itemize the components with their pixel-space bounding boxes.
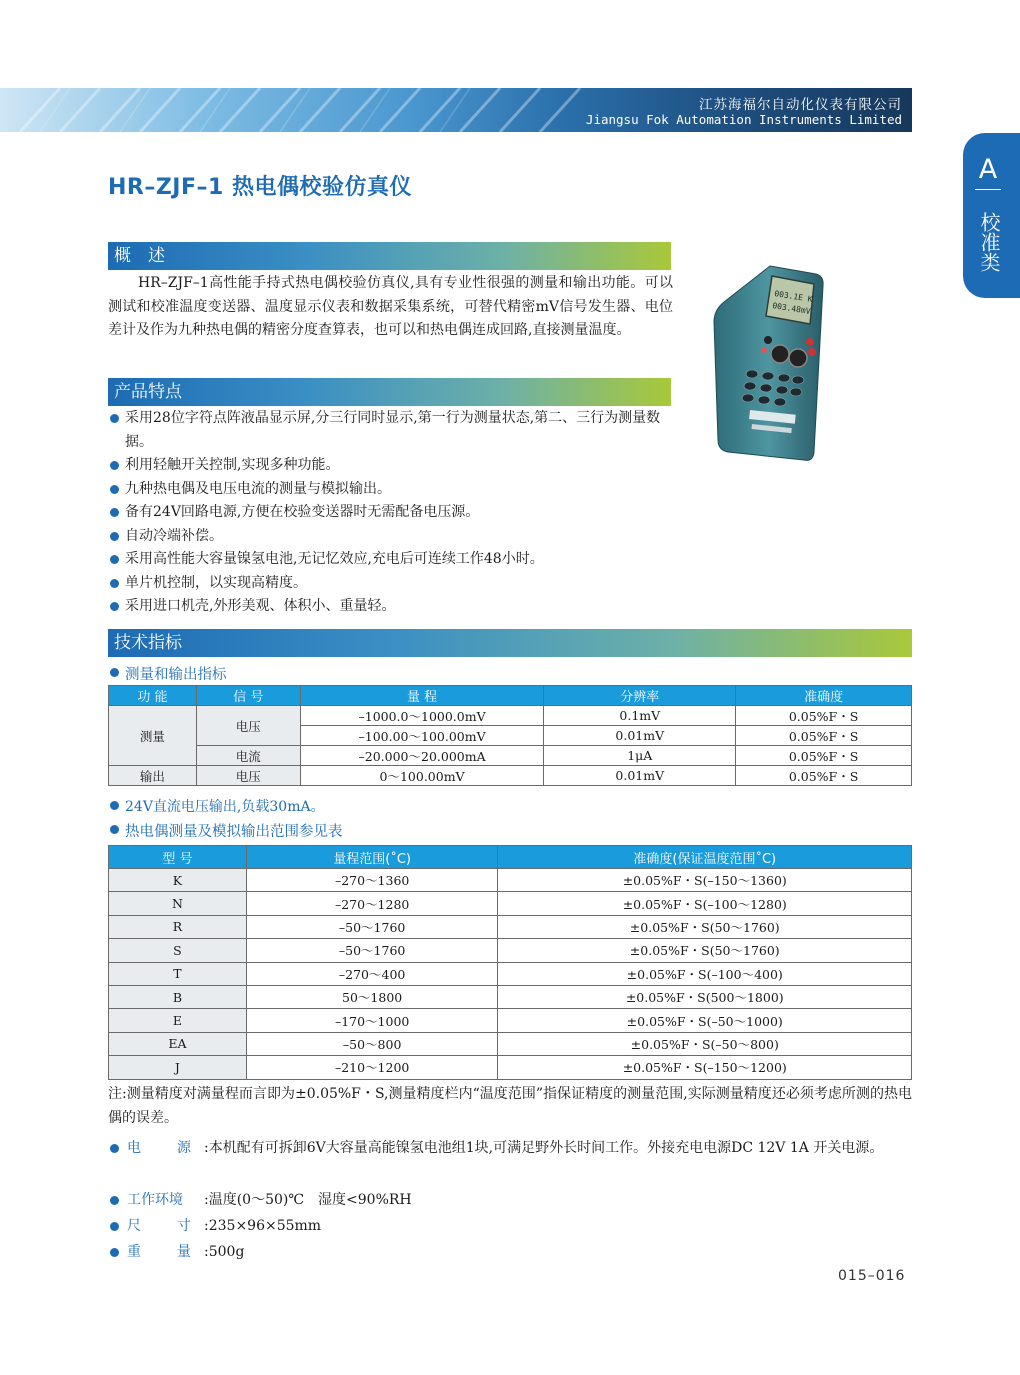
cell-range: –170～1000 — [246, 1009, 498, 1032]
measure-output-table — [108, 685, 912, 786]
cell-range: –270～400 — [246, 962, 498, 985]
spec-environment — [108, 1188, 912, 1213]
spec-label-char: 重 — [127, 1244, 141, 1260]
cell-accuracy: 0.05%F・S — [736, 706, 912, 726]
table-row — [109, 869, 912, 892]
col-header-accuracy: 准确度 — [736, 686, 912, 706]
cell-type: J — [109, 1056, 247, 1079]
cell-group-output: 输出 — [109, 766, 197, 786]
spec-label-char: 源 — [177, 1140, 191, 1156]
spec-weight — [108, 1240, 912, 1265]
cell-range: –100.00～100.00mV — [300, 726, 544, 746]
col-header-resolution: 分辨率 — [544, 686, 736, 706]
device-image — [710, 262, 828, 470]
cell-type: R — [109, 915, 247, 938]
overview-paragraph — [108, 272, 673, 343]
cell-range: 50～1800 — [246, 985, 498, 1008]
section-features-label: 产品特点 — [114, 382, 182, 402]
feature-item: 九种热电偶及电压电流的测量与模拟输出。 — [108, 478, 678, 502]
cell-type: E — [109, 1009, 247, 1032]
cell-range: –1000.0～1000.0mV — [300, 706, 544, 726]
cell-accuracy: ±0.05%F・S(–150～1360) — [498, 869, 912, 892]
table-row — [109, 1056, 912, 1079]
col-header-range: 量程范围(˚C) — [246, 846, 498, 869]
cell-type: EA — [109, 1032, 247, 1055]
table-header-row — [109, 686, 912, 706]
table-row — [109, 939, 912, 962]
cell-accuracy: ±0.05%F・S(–50～1000) — [498, 1009, 912, 1032]
spec-dimensions-label — [108, 1214, 204, 1239]
cell-accuracy: 0.05%F・S — [736, 726, 912, 746]
spec-label-char: 尺 — [127, 1218, 141, 1234]
thermocouple-table — [108, 845, 912, 1080]
section-features-heading — [108, 378, 671, 406]
feature-item: 采用28位字符点阵液晶显示屏,分三行同时显示,第一行为测量状态,第二、三行为测量数据。 — [108, 407, 678, 454]
feature-item: 采用进口机壳,外形美观、体积小、重量轻。 — [108, 595, 678, 619]
category-label: 校准类 — [977, 212, 1001, 272]
table-row — [109, 1009, 912, 1032]
col-header-type: 型 号 — [109, 846, 247, 869]
cell-accuracy: 0.05%F・S — [736, 746, 912, 766]
device-screen-line1: 003.1E K — [773, 289, 814, 305]
spec-dimensions — [108, 1214, 912, 1239]
spec-power-value: :本机配有可拆卸6V大容量高能镍氢电池组1块,可满足野外长时间工作。外接充电电源DC 12V 1A 开关电源。 — [204, 1140, 884, 1156]
header-band — [0, 88, 912, 132]
spec-power-label — [108, 1136, 204, 1161]
spec-weight-text: 500g — [208, 1244, 245, 1260]
cell-range: –210～1200 — [246, 1056, 498, 1079]
cell-resolution: 1μA — [544, 746, 736, 766]
cell-range: –20.000～20.000mA — [300, 746, 544, 766]
cell-type: K — [109, 869, 247, 892]
table-row — [109, 1032, 912, 1055]
cell-group-measure: 测量 — [109, 706, 197, 766]
spec-weight-label — [108, 1240, 204, 1265]
table-row — [109, 962, 912, 985]
section-tech-label: 技术指标 — [114, 633, 182, 653]
spec-weight-value: :500g — [204, 1244, 245, 1260]
cell-signal-voltage: 电压 — [196, 766, 300, 786]
category-letter: A — [978, 154, 998, 185]
spec-label-char: 量 — [177, 1244, 191, 1260]
cell-type: N — [109, 892, 247, 915]
cell-range: –270～1280 — [246, 892, 498, 915]
cell-accuracy: ±0.05%F・S(–50～800) — [498, 1032, 912, 1055]
category-divider — [975, 189, 1001, 190]
spec-label-char: 寸 — [177, 1218, 191, 1234]
feature-list — [108, 407, 678, 619]
cell-accuracy: ±0.05%F・S(500～1800) — [498, 985, 912, 1008]
section-tech-heading — [108, 629, 912, 657]
cell-type: T — [109, 962, 247, 985]
overview-text: HR–ZJF–1高性能手持式热电偶校验仿真仪,具有专业性很强的测量和输出功能。可以测试和校准温度变送器、温度显示仪表和数据采集系统，可替代精密mV信号发生器、电位差计及作为九种热电偶的精密分度查算表，也可以和热电偶连成回路,直接测量温度。 — [108, 275, 673, 338]
table-row — [109, 915, 912, 938]
col-header-range: 量 程 — [300, 686, 544, 706]
cell-range: –50～1760 — [246, 939, 498, 962]
thermocouple-subheading: 热电偶测量及模拟输出范围参见表 — [108, 820, 343, 841]
col-header-signal: 信 号 — [196, 686, 300, 706]
table-row — [109, 766, 912, 786]
cell-resolution: 0.01mV — [544, 726, 736, 746]
cell-signal-voltage: 电压 — [196, 706, 300, 746]
table-row — [109, 985, 912, 1008]
cell-resolution: 0.1mV — [544, 706, 736, 726]
table-row — [109, 746, 912, 766]
spec-power-text: 本机配有可拆卸6V大容量高能镍氢电池组1块,可满足野外长时间工作。外接充电电源DC 12V 1A 开关电源。 — [208, 1140, 884, 1156]
cell-type: B — [109, 985, 247, 1008]
page-number: 015–016 — [838, 1268, 906, 1284]
section-overview-label: 概 述 — [114, 246, 165, 266]
section-overview-heading — [108, 242, 671, 270]
feature-item: 利用轻触开关控制,实现多种功能。 — [108, 454, 678, 478]
cell-range: 0～100.00mV — [300, 766, 544, 786]
cell-accuracy: 0.05%F・S — [736, 766, 912, 786]
spec-dimensions-value: :235×96×55mm — [204, 1218, 322, 1234]
dc-output-note: 24V直流电压输出,负载30mA。 — [108, 796, 325, 816]
company-name-cn: 江苏海福尔自动化仪表有限公司 — [699, 97, 902, 113]
table-row — [109, 706, 912, 726]
cell-accuracy: ±0.05%F・S(–150～1200) — [498, 1056, 912, 1079]
company-name-en: Jiangsu Fok Automation Instruments Limited — [585, 112, 902, 127]
cell-range: –270～1360 — [246, 869, 498, 892]
cell-resolution: 0.01mV — [544, 766, 736, 786]
feature-item: 自动冷端补偿。 — [108, 525, 678, 549]
cell-accuracy: ±0.05%F・S(50～1760) — [498, 939, 912, 962]
cell-accuracy: ±0.05%F・S(–100～1280) — [498, 892, 912, 915]
feature-item: 单片机控制，以实现高精度。 — [108, 572, 678, 596]
col-header-function: 功 能 — [109, 686, 197, 706]
spec-dimensions-text: 235×96×55mm — [208, 1218, 322, 1234]
table-header-row — [109, 846, 912, 869]
accuracy-note: 注:测量精度对满量程而言即为±0.05%F・S,测量精度栏内“温度范围”指保证精度的测量范围,实际测量精度还必须考虑所测的热电偶的误差。 — [108, 1086, 912, 1126]
spec-environment-label: 工作环境 — [108, 1188, 204, 1213]
spec-environment-value: :温度(0～50)℃ 湿度<90%RH — [204, 1192, 412, 1208]
cell-signal-current: 电流 — [196, 746, 300, 766]
spec-environment-text: 温度(0～50)℃ 湿度<90%RH — [208, 1192, 412, 1208]
cell-accuracy: ±0.05%F・S(50～1760) — [498, 915, 912, 938]
col-header-accuracy: 准确度(保证温度范围˚C) — [498, 846, 912, 869]
page-title: HR–ZJF–1 热电偶校验仿真仪 — [108, 175, 412, 200]
cell-type: S — [109, 939, 247, 962]
feature-item: 采用高性能大容量镍氢电池,无记忆效应,充电后可连续工作48小时。 — [108, 548, 678, 572]
table-row — [109, 892, 912, 915]
cell-accuracy: ±0.05%F・S(–100～400) — [498, 962, 912, 985]
category-side-tab — [963, 133, 1020, 298]
feature-item: 备有24V回路电源,方便在校验变送器时无需配备电压源。 — [108, 501, 678, 525]
cell-range: –50～800 — [246, 1032, 498, 1055]
cell-range: –50～1760 — [246, 915, 498, 938]
measure-output-subheading: 测量和输出指标 — [108, 663, 227, 684]
device-screen-line2: 003.48mV — [771, 301, 812, 317]
spec-label-char: 电 — [127, 1140, 141, 1156]
spec-power — [108, 1136, 912, 1161]
